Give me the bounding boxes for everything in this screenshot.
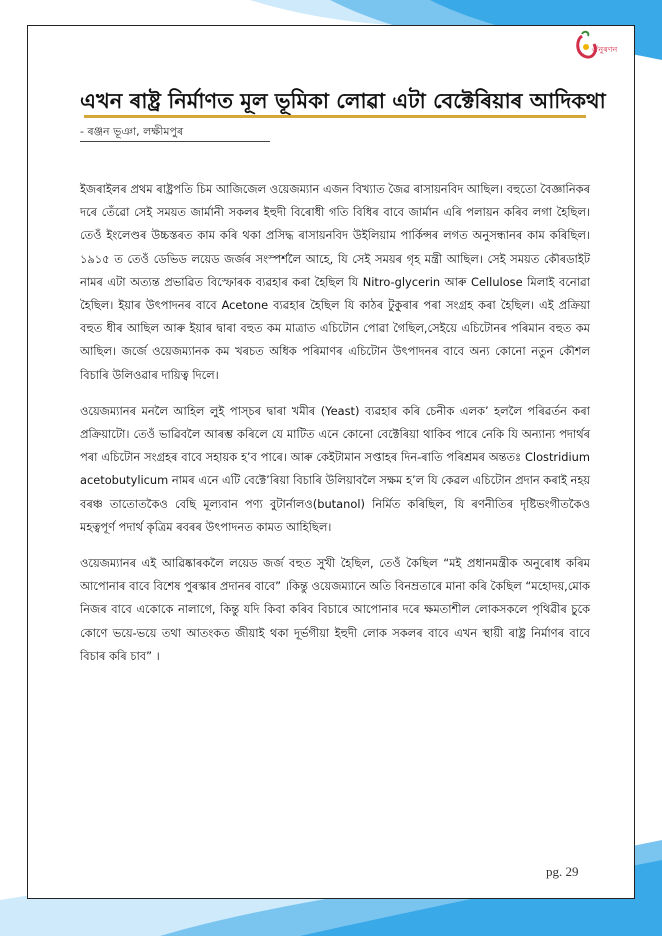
- author-byline: - ৰঞ্জন ভূঞা, লক্ষীমপুৰ: [80, 125, 184, 138]
- logo-text: ঐনুৰণন: [592, 45, 618, 54]
- title-underline: [84, 115, 586, 118]
- paragraph-1: ইজৰাইলৰ প্ৰথম ৰাষ্ট্ৰপতি চিম আজিজেল ওয়েজম্যান এজন বিখ্যাত জৈৱ ৰাসায়নবিদ আছিল। বহুতো বৈজ্ঞানিকৰ দৰে তেঁৱো সেই সময়ত জাৰ্মানী সকলৰ ইহুদী বিৰোধী গতি বিধিৰ বাবে জাৰ্মান এৰি পলায়ন কৰিব লগা হৈছিল। তেওঁ ইংলেণ্ডৰ উচ্চস্তৰত কাম কৰি থকা প্ৰসিদ্ধ ৰাসায়নবিদ উইলিয়াম পাৰ্কিন্সৰ লগত অনুসন্ধানৰ কাম কৰিছিল। ১৯১৫ ত তেওঁ ডেভিড লয়েড জৰ্জৰ সংস্পৰ্শলৈ আহে, যি সেই সময়ৰ গৃহ মন্ত্ৰী আছিল। সেই সময়ত কৌৰডাইট নামৰ এটা অত্যন্ত প্ৰভাৱিত বিস্ফোৰক ব্যৱহাৰ কৰা হৈছিল যি Nitro-glycerin আৰু Cellulose মিলাই বনোৱা হৈছিল। ইয়াৰ উৎপাদনৰ বাবে Acetone ব্যৱহাৰ হৈছিল যি কাঠৰ টুকুৰাৰ পৰা সংগ্ৰহ কৰা হৈছিল। এই প্ৰক্ৰিয়া বহুত ধীৰ আছিল আৰু ইয়াৰ দ্বাৰা বহুত কম মাত্ৰাত এচিটোন পোৱা গৈছিল,সেইয়ে এচিটোনৰ পৰিমান বহুত কম আছিল। জৰ্জে ওয়েজম্যানক কম খৰচত অধিক পৰিমাণৰ এচিটোন উৎপাদনৰ বাবে অন্য কোনো নতুন কৌশল বিচাৰি উলিওৱাৰ দায়িত্ব দিলে।: [80, 182, 590, 382]
- paragraph-3: ওয়েজম্যানৰ এই আৱিষ্কাৰকলৈ লয়েড জৰ্জ বহুত সুখী হৈছিল, তেওঁ কৈছিল “মই প্ৰধানমন্ত্ৰীক অনুৰোধ কৰিম আপোনাৰ বাবে বিশেষ পুৰস্কাৰ প্ৰদানৰ বাবে” ।কিন্তু ওয়েজম্যানে অতি বিনম্ৰতাৰে মানা কৰি কৈছিল “মহোদয়,মোক নিজৰ বাবে একোকে নালাগে, কিন্তু যদি কিবা কৰিব বিচাৰে আপোনাৰ দৰে ক্ষমতাশীল লোকসকলে পৃথিৱীৰ চুকে কোণে ভয়ে-ভয়ে তথা আতংকত জীয়াই থকা দূৰ্ভগীয়া ইহুদী লোক সকলৰ বাবে এখন স্থায়ী ৰাষ্ট্ৰ নিৰ্মাণৰ বাবে বিচাৰ কৰি চাব” ।: [80, 556, 590, 663]
- page-number: pg. 29: [546, 864, 579, 879]
- byline-divider: [80, 141, 270, 142]
- article-body: [80, 178, 590, 681]
- paragraph-2: ওয়েজম্যানৰ মনলৈ আহিল লুই পাস্চৰ দ্বাৰা খমীৰ (Yeast) ব্যৱহাৰ কৰি চেনীক এলক’ হললৈ পৰিৱৰ্তন কৰা প্ৰক্ৰিয়াটো। তেওঁ ভাৱিবলৈ আৰম্ভ কৰিলে যে মাটিত এনে কোনো বেক্টেৰিয়া থাকিব পাৰে নেকি যি অন্যান্য পদাৰ্থৰ পৰা এচিটোন সংগ্ৰহৰ বাবে সহায়ক হ’ব পাৰে। আৰু কেইটামান সপ্তাহৰ দিন-ৰাতি পৰিশ্ৰমৰ অন্ততঃ Clostridium acetobutylicum নামৰ এনে এটি বেক্টে’ৰিয়া বিচাৰি উলিয়াবলৈ সক্ষম হ’ল যি কেৱল এচিটোন প্ৰদান কৰাই নহয় বৰঞ্চ তাতোতকৈও বেছি মূল্যবান পণ্য বুটাৰ্নালও(butanol) নিৰ্মিত কৰিছিল, যি ৰণনীতিৰ দৃষ্টিভংগীতকৈও মহত্বপূৰ্ণ পদাৰ্থ কৃত্ৰিম ৰবৰৰ উৎপাদনত কামত আহিছিল।: [80, 403, 591, 534]
- article-title: এখন ৰাষ্ট্ৰ নিৰ্মাণত মূল ভূমিকা লোৱা এটা বেক্টেৰিয়াৰ আদিকথা: [80, 89, 606, 113]
